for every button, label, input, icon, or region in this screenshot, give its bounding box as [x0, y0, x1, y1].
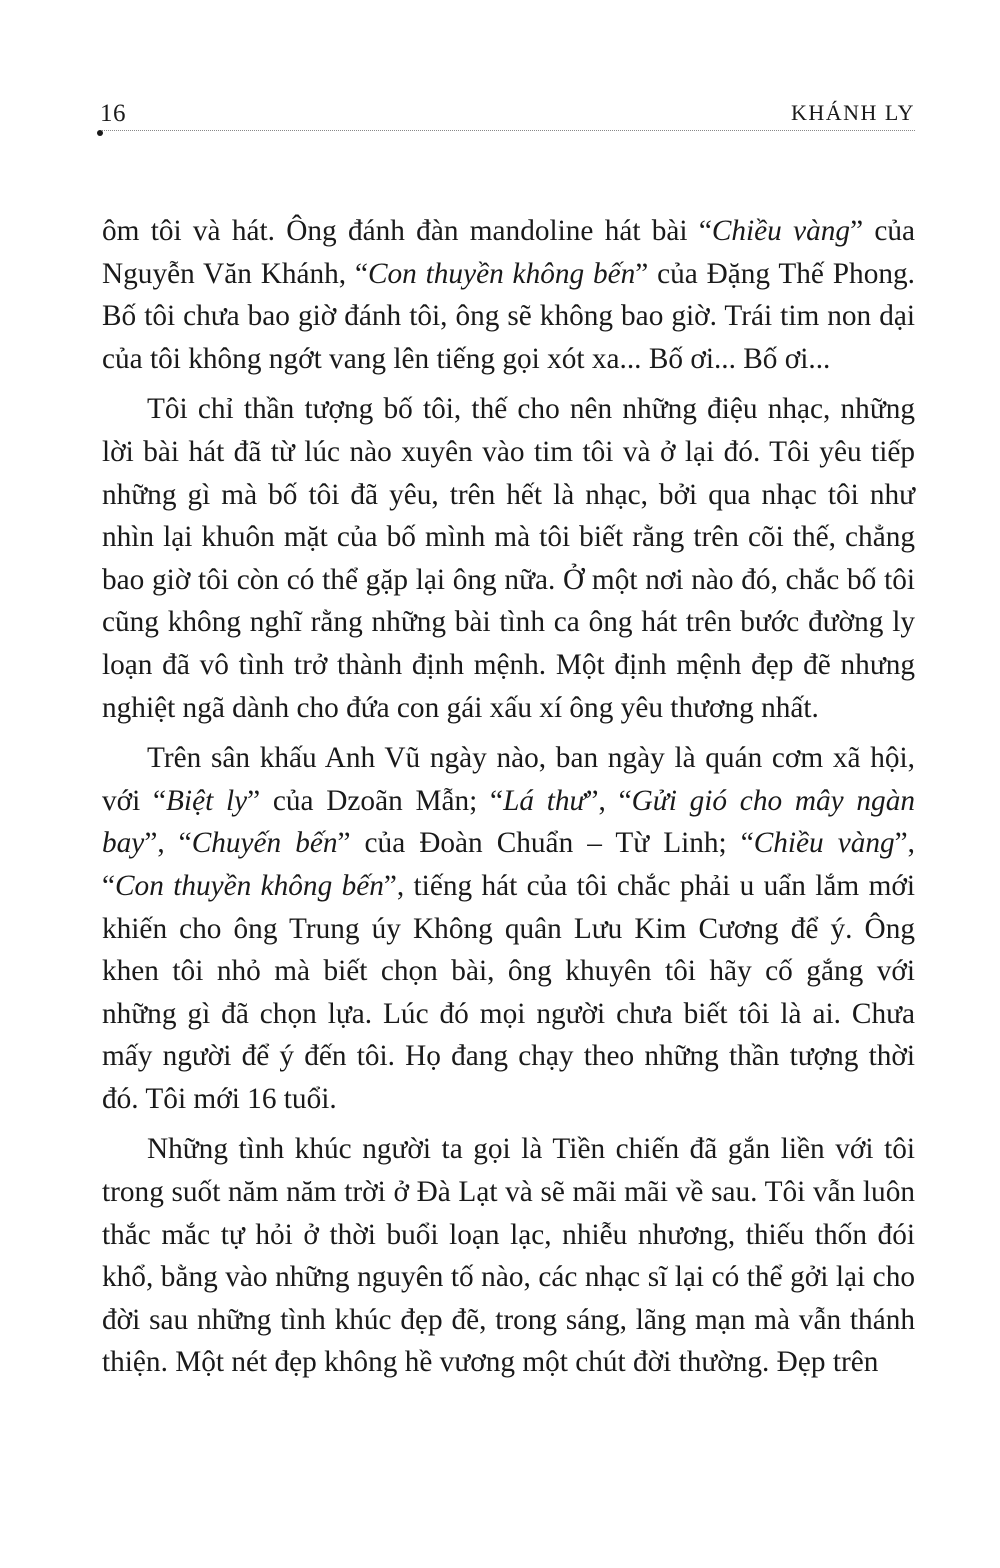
paragraph: [102, 388, 915, 729]
text-run: Những tình khúc người ta gọi là Tiền chiến đã gắn liền với tôi trong suốt năm năm trời ở Đà Lạt và sẽ mãi mãi về sau. Tôi vẫn luôn thắc mắc tự hỏi ở thời buổi loạn lạc, nhiễu nhương, thiếu thốn đói khổ, bằng vào những nguyên tố nào, các nhạc sĩ lại có thể gởi lại cho đời sau những tình khúc đẹp đẽ, trong sáng, lãng mạn mà vẫn thánh thiện. Một nét đẹp không hề vương một chút đời thường. Đẹp trên: [102, 1133, 915, 1379]
paragraph: [102, 737, 915, 1120]
text-run: ôm tôi và hát. Ông đánh đàn mandoline hát bài “: [102, 215, 712, 247]
text-run: ” của Đoàn Chuẩn – Từ Linh; “: [337, 827, 754, 860]
song-title: Con thuyền không bến: [367, 257, 636, 290]
song-title: Con thuyền không bến: [115, 869, 384, 902]
text-run: ” của Đặng Thế Phong. Bố tôi chưa bao giờ đánh tôi, ông sẽ không bao giờ. Trái tim non dại của tôi không ngớt vang lên tiếng gọi xót xa... Bố ơi... Bố ơi...: [102, 257, 915, 375]
song-title: Biệt ly: [166, 784, 248, 817]
song-title: Chiều vàng: [753, 827, 895, 860]
header-dotted-rule: [102, 130, 915, 131]
text-run: ”, “: [144, 827, 192, 860]
text-run: Trên sân khấu Anh Vũ ngày nào, ban ngày là quán cơm xã hội, với “: [102, 742, 915, 817]
text-run: ” của Nguyễn Văn Khánh, “: [102, 215, 915, 290]
text-run: ” của Dzoãn Mẫn; “: [247, 784, 504, 817]
song-title: Chuyến bến: [191, 827, 338, 860]
text-run: ”, tiếng hát của tôi chắc phải u uẩn lắm mới khiến cho ông Trung úy Không quân Lưu Kim Cương để ý. Ông khen tôi nhỏ mà biết chọn bài, ông khuyên tôi hãy cố gắng với những gì đã chọn lựa. Lúc đó mọi người chưa biết tôi là ai. Chưa mấy người để ý đến tôi. Họ đang chạy theo những thần tượng thời đó. Tôi mới 16 tuổi.: [102, 869, 915, 1115]
running-head: [100, 100, 915, 132]
body-text: [102, 210, 915, 1384]
book-title: KHÁNH LY: [790, 100, 915, 125]
paragraph: [102, 1128, 915, 1384]
paragraph: [102, 210, 915, 380]
song-title: Gửi gió cho mây ngàn bay: [102, 784, 916, 860]
text-run: Tôi chỉ thần tượng bố tôi, thế cho nên những điệu nhạc, những lời bài hát đã từ lúc nào xuyên vào tim tôi và ở lại đó. Tôi yêu tiếp những gì mà bố tôi đã yêu, trên hết là nhạc, bởi qua nhạc tôi như nhìn lại khuôn mặt của bố mình mà tôi biết rằng trên cõi thế, chẳng bao giờ tôi còn có thể gặp lại ông nữa. Ở một nơi nào đó, chắc bố tôi cũng không nghĩ rằng những bài tình ca ông hát trên bước đường ly loạn đã vô tình trở thành định mệnh. Một định mệnh đẹp đẽ nhưng nghiệt ngã dành cho đứa con gái xấu xí ông yêu thương nhất.: [102, 393, 915, 724]
text-run: ”, “: [102, 827, 915, 902]
song-title: Lá thư: [503, 784, 586, 817]
text-run: ”, “: [585, 784, 632, 817]
song-title: Chiều vàng: [711, 215, 851, 247]
page-number: 16: [100, 100, 126, 127]
